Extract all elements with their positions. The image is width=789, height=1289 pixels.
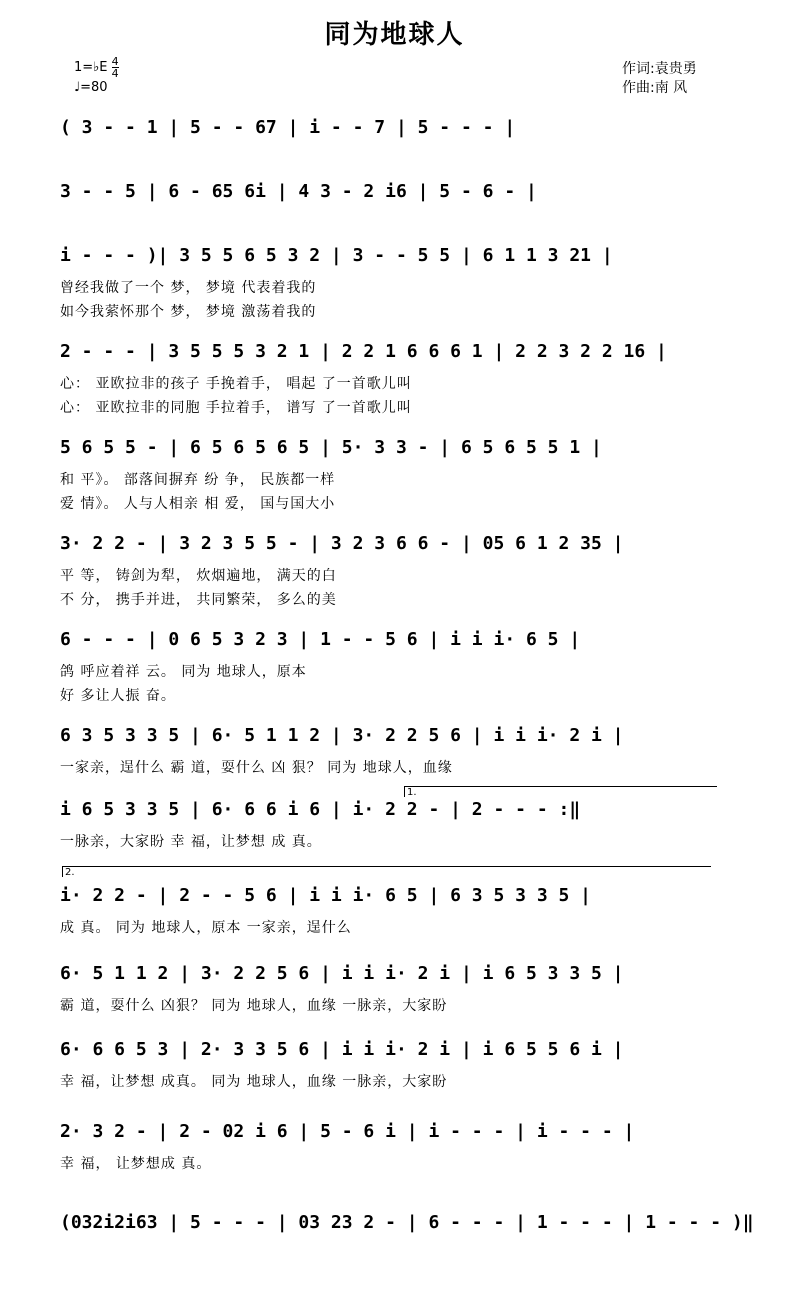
notation-line: ( 3 - - 1 | 5 - - 67 | i - - 7 | 5 - - - |: [60, 117, 516, 138]
lyric-line-1: 平 等， 铸剑为犁， 炊烟遍地， 满天的白: [60, 568, 337, 584]
key-line: [74, 56, 119, 79]
lyric-line-2: 心： 亚欧拉非的同胞 手拉着手， 谱写 了一首歌儿叫: [60, 400, 412, 416]
lyric-line-2: 好 多让人振 奋。: [60, 688, 176, 704]
lyric-line-1: 幸 福，让梦想 成真。 同为 地球人，血缘 一脉亲，大家盼: [60, 1074, 448, 1090]
notation-line: 3· 2 2 - | 3 2 3 5 5 - | 3 2 3 6 6 - | 05 6 1 2 35 |: [60, 533, 624, 554]
key-signature: 1=♭E: [74, 60, 108, 75]
lyric-line-1: [60, 214, 734, 234]
lyric-line-1: 一脉亲，大家盼 幸 福，让梦想 成 真。: [60, 834, 322, 850]
time-signature-bottom: 4: [111, 67, 119, 80]
key-tempo-block: [74, 56, 119, 97]
lyricist-credit: 作词:袁贵勇: [622, 61, 697, 77]
composer-credit: 作曲:南 风: [622, 80, 688, 96]
volta-first-ending: 1.: [404, 786, 717, 797]
volta-second-ending: 2.: [62, 866, 711, 877]
lyric-line-2: [60, 1178, 734, 1198]
lyric-line-2: [60, 1269, 734, 1289]
notation-line: 2· 3 2 - | 2 - 02 i 6 | 5 - 6 i | i - - - | i - - - |: [60, 1121, 635, 1142]
notation-line: 6 - - - | 0 6 5 3 2 3 | 1 - - 5 6 | i i i· 6 5 |: [60, 629, 581, 650]
lyric-line-1: 成 真。 同为 地球人，原本 一家亲，逞什么: [60, 920, 352, 936]
song-title: 同为地球人: [324, 20, 465, 50]
lyric-line-1: 曾经我做了一个 梦， 梦境 代表着我的: [60, 280, 317, 296]
tempo-marking: ♩=80: [74, 80, 108, 95]
credits: [622, 60, 697, 98]
notation-line: 6 3 5 3 3 5 | 6· 5 1 1 2 | 3· 2 2 5 6 | i i i· 2 i |: [60, 725, 624, 746]
lyric-line-1: 和 平》。 部落间摒弃 纷 争， 民族都一样: [60, 472, 336, 488]
lyric-line-2: 不 分， 携手并进， 共同繁荣， 多么的美: [60, 592, 337, 608]
notation-line: (032i2i63 | 5 - - - | 03 23 2 - | 6 - - - | 1 - - - | 1 - - - )‖: [60, 1212, 754, 1233]
lyric-line-1: 幸 福， 让梦想成 真。: [60, 1156, 212, 1172]
notation-line: 6· 6 6 5 3 | 2· 3 3 5 6 | i i i· 2 i | i 6 5 5 6 i |: [60, 1039, 624, 1060]
time-signature-top: 4: [111, 55, 119, 68]
lyric-line-1: [60, 1245, 734, 1265]
notation-line: 3 - - 5 | 6 - 65 6i | 4 3 - 2 i6 | 5 - 6 - |: [60, 181, 537, 202]
lyric-line-1: 霸 道，耍什么 凶狠？ 同为 地球人，血缘 一脉亲，大家盼: [60, 998, 448, 1014]
notation-line: 2 - - - | 3 5 5 5 3 2 1 | 2 2 1 6 6 6 1 | 2 2 3 2 2 16 |: [60, 341, 667, 362]
time-signature: [112, 56, 119, 79]
lyric-line-2: 爱 情》。 人与人相亲 相 爱， 国与国大小: [60, 496, 336, 512]
notation-line: i - - - )| 3 5 5 6 5 3 2 | 3 - - 5 5 | 6 1 1 3 21 |: [60, 245, 613, 266]
lyric-line-1: 鸽 呼应着祥 云。 同为 地球人，原本: [60, 664, 307, 680]
notation-line: i· 2 2 - | 2 - - 5 6 | i i i· 6 5 | 6 3 5 3 3 5 |: [60, 885, 592, 906]
lyric-line-2: 如今我萦怀那个 梦， 梦境 激荡着我的: [60, 304, 317, 320]
lyric-line-2: [60, 1096, 734, 1116]
lyric-line-1: 心： 亚欧拉非的孩子 手挽着手， 唱起 了一首歌儿叫: [60, 376, 412, 392]
lyric-line-1: 一家亲，逞什么 霸 道，耍什么 凶 狠？ 同为 地球人，血缘: [60, 760, 453, 776]
notation-line: 6· 5 1 1 2 | 3· 2 2 5 6 | i i i· 2 i | i 6 5 3 3 5 |: [60, 963, 624, 984]
notation-line: 5 6 5 5 - | 6 5 6 5 6 5 | 5· 3 3 - | 6 5 6 5 5 1 |: [60, 437, 602, 458]
notation-line: i 6 5 3 3 5 | 6· 6 6 i 6 | i· 2 2 - | 2 - - - :‖: [60, 799, 581, 820]
lyric-line-1: [60, 150, 734, 170]
